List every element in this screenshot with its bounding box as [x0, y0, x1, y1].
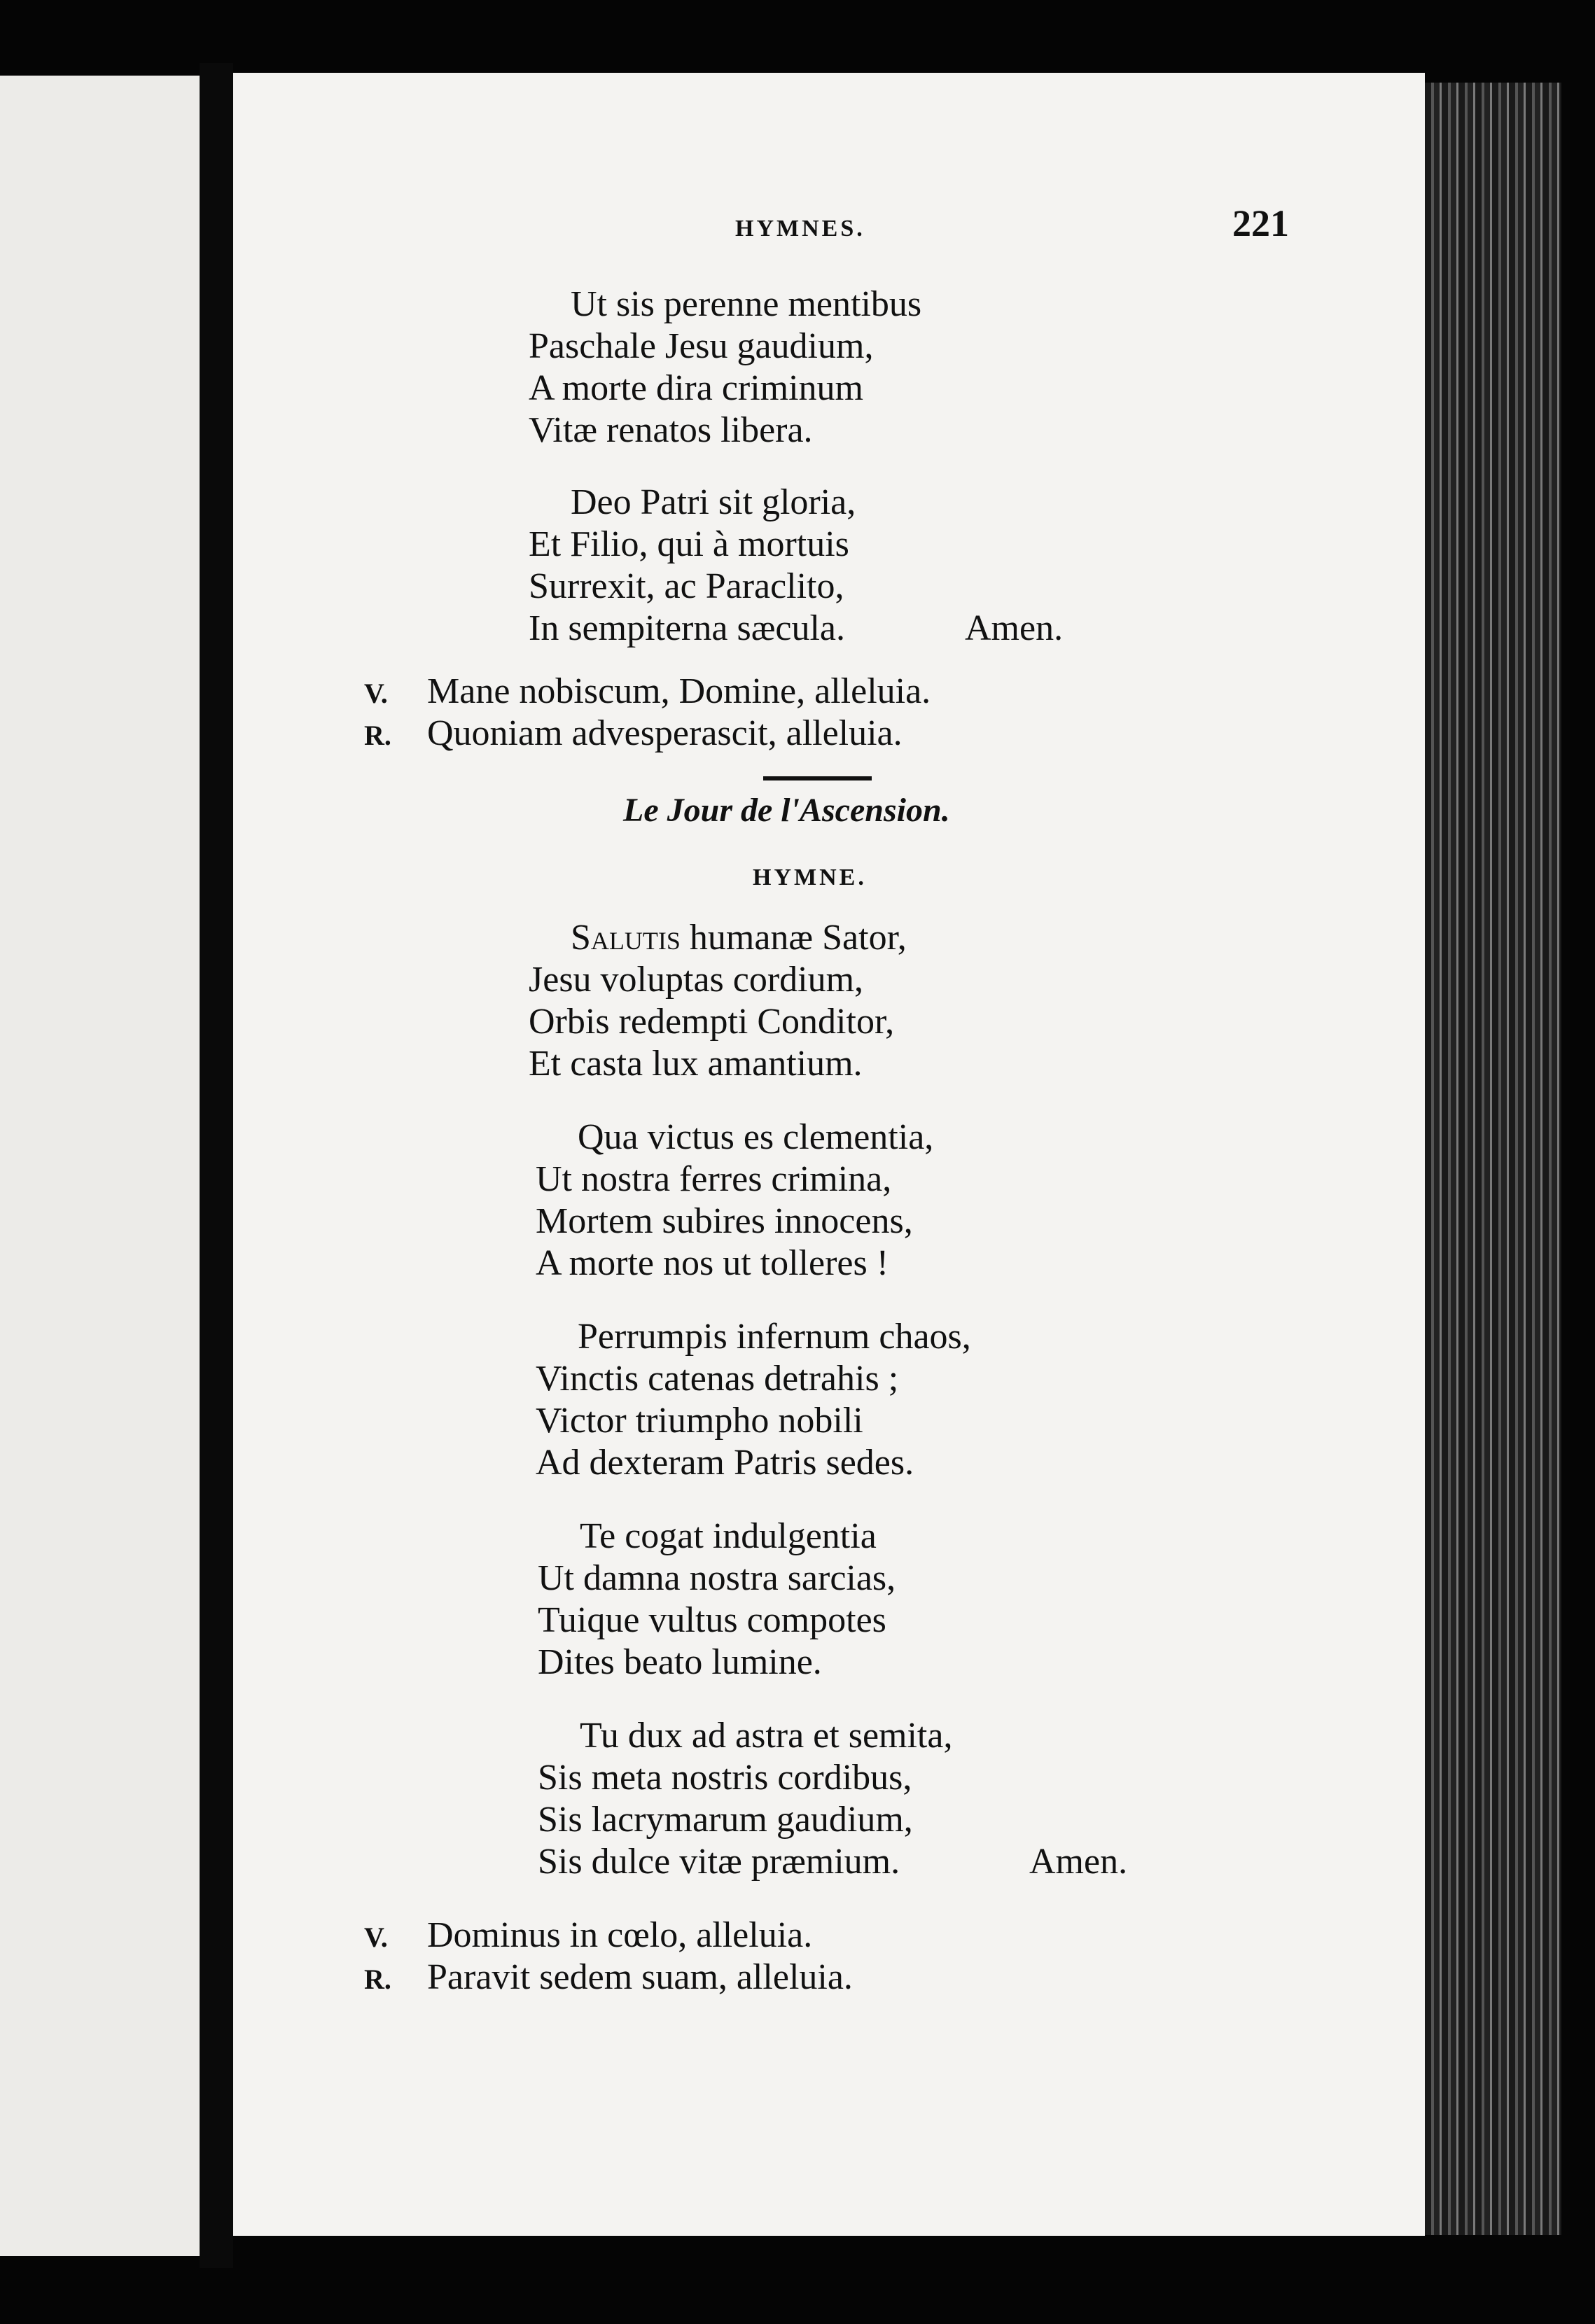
response-text: Quoniam advesperascit, alleluia.	[427, 713, 903, 753]
versicle-mark: V.	[364, 1921, 388, 1953]
verse-line: Orbis redempti Conditor,	[529, 1002, 895, 1042]
versicle-mark: V.	[364, 678, 388, 709]
verse-line: A morte dira criminum	[529, 368, 864, 408]
response-text: Paravit sedem suam, alleluia.	[427, 1957, 853, 1997]
section-divider	[763, 776, 872, 780]
verse-line: Vitæ renatos libera.	[529, 410, 813, 450]
verse-line	[529, 917, 907, 959]
versicle-text: Dominus in cœlo, alleluia.	[427, 1915, 813, 1955]
page-number: 221	[1232, 202, 1289, 244]
verse-line: Sis dulce vitæ præmium.	[538, 1842, 900, 1882]
stanza-1	[529, 284, 921, 451]
stanza-4	[536, 1116, 933, 1284]
verse-line: Victor triumpho nobili	[536, 1401, 863, 1441]
versicle	[364, 1914, 812, 1959]
verse-line: Mortem subires innocens,	[536, 1201, 913, 1241]
verse-line: Ut sis perenne mentibus	[571, 284, 922, 324]
verse-line: Sis lacrymarum gaudium,	[538, 1800, 913, 1840]
running-header: HYMNES.	[735, 216, 865, 241]
verse-line: Dites beato lumine.	[538, 1642, 822, 1682]
book-gutter	[200, 63, 233, 2268]
verse-line: Et Filio, qui à mortuis	[529, 524, 849, 564]
stanza-3	[529, 917, 907, 1085]
verse-line: Perrumpis infernum chaos,	[578, 1317, 971, 1357]
verse-line: Surrexit, ac Paraclito,	[529, 566, 844, 606]
verse-line: Tu dux ad astra et semita,	[580, 1716, 953, 1756]
verse-line: Deo Patri sit gloria,	[571, 482, 856, 522]
stanza-5	[536, 1316, 971, 1484]
stanza-2	[529, 482, 856, 650]
verse-line: In sempiterna sæcula.	[529, 608, 845, 648]
amen: Amen.	[965, 608, 1064, 648]
verse-line: Te cogat indulgentia	[580, 1516, 877, 1556]
verse-line: Tuique vultus compotes	[538, 1600, 886, 1640]
section-title: Le Jour de l'Ascension.	[623, 792, 950, 829]
verse-line: Vinctis catenas detrahis ;	[536, 1359, 899, 1399]
verse-line: Paschale Jesu gaudium,	[529, 326, 874, 366]
page-edges	[1425, 83, 1561, 2235]
verse-line: Et casta lux amantium.	[529, 1044, 863, 1084]
response	[364, 713, 903, 757]
response	[364, 1956, 853, 2001]
amen: Amen.	[1029, 1842, 1128, 1882]
stanza-6	[538, 1516, 896, 1684]
verse-line: Jesu voluptas cordium,	[529, 960, 864, 1000]
versicle-text: Mane nobiscum, Domine, alleluia.	[427, 671, 931, 711]
verse-line: Qua victus es clementia,	[578, 1117, 934, 1157]
hymn-label: HYMNE.	[753, 864, 867, 890]
verse-line: Sis meta nostris cordibus,	[538, 1758, 912, 1798]
adjacent-page	[0, 76, 200, 2256]
verse-line: A morte nos ut tolleres !	[536, 1243, 889, 1283]
verse-text: humanæ Sator,	[680, 918, 907, 958]
initial-word: Salutis	[571, 918, 681, 958]
response-mark: R.	[364, 720, 391, 751]
verse-line: Ut damna nostra sarcias,	[538, 1558, 896, 1598]
verse-line: Ad dexteram Patris sedes.	[536, 1443, 914, 1483]
stanza-7	[538, 1715, 952, 1883]
verse-line: Ut nostra ferres crimina,	[536, 1159, 892, 1199]
response-mark: R.	[364, 1963, 391, 1995]
versicle	[364, 671, 931, 715]
